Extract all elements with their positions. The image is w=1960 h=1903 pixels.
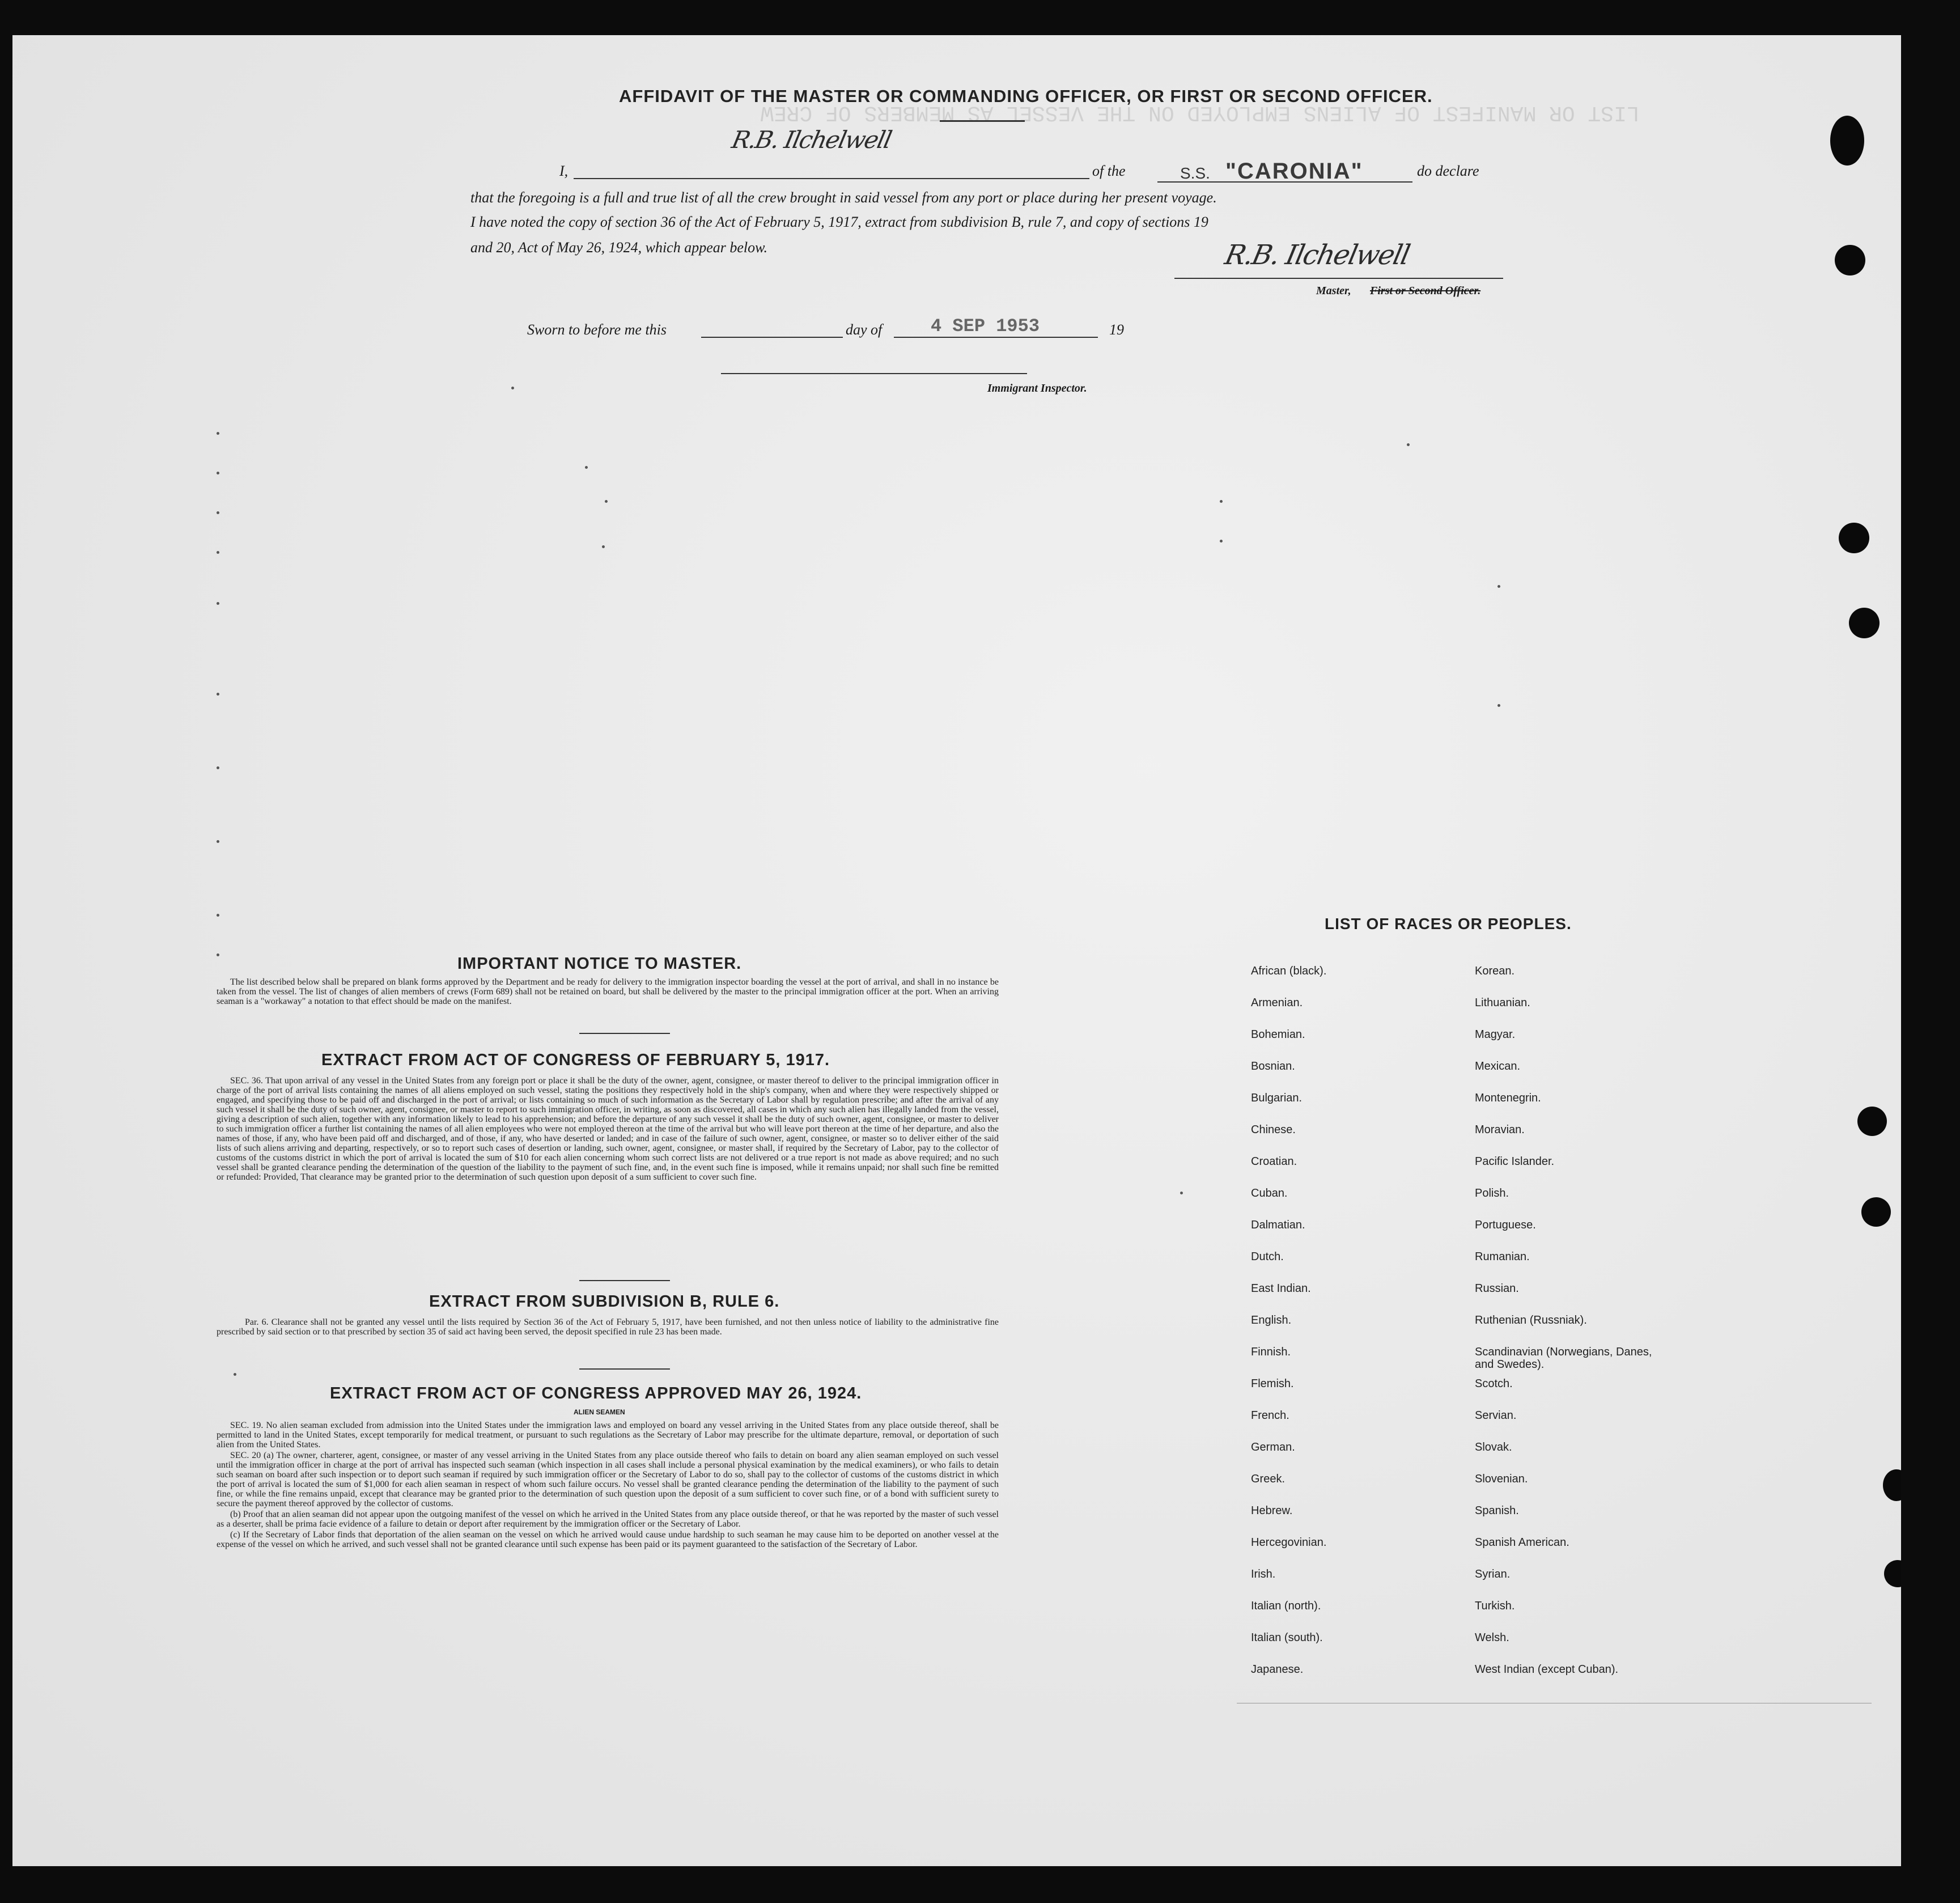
race-left-item: English. <box>1251 1314 1292 1326</box>
race-right-item: Moravian. <box>1475 1124 1525 1136</box>
master-signature-line <box>1174 278 1503 279</box>
notice-body <box>217 977 999 1007</box>
stray-mark <box>602 545 605 548</box>
affidavit-i-label: I, <box>559 163 569 179</box>
stray-mark <box>217 472 219 474</box>
race-left-item: Cuban. <box>1251 1187 1288 1200</box>
stray-mark <box>1407 443 1410 446</box>
vessel-prefix: S.S. <box>1180 164 1210 182</box>
race-right-item: Pacific Islander. <box>1475 1155 1555 1168</box>
race-right-item: Mexican. <box>1475 1060 1521 1073</box>
extract-1924-body <box>217 1421 999 1550</box>
notice-divider <box>579 1033 670 1034</box>
binder-hole <box>1839 523 1869 553</box>
race-right-item: Slovenian. <box>1475 1473 1528 1485</box>
affidavit-line-4: and 20, Act of May 26, 1924, which appear below. <box>470 239 768 256</box>
race-right-item: Scotch. <box>1475 1378 1513 1390</box>
subdivision-b-paragraph: Par. 6. Clearance shall not be granted any vessel until the lists required by Section 36 of the Act of February 5, 1917, have been furnished, and not then unless notice of liability to the administrative fine prescribed by said section or to that prescribed by section 35 of said act having been served, the deposit specified in rule 23 has been made. <box>217 1317 999 1337</box>
stray-mark <box>1497 585 1500 588</box>
race-left-item: Irish. <box>1251 1568 1276 1580</box>
race-left-item: German. <box>1251 1441 1295 1453</box>
stray-mark <box>1180 1192 1183 1194</box>
bleed-through-heading: LIST OR MANIFEST OF ALIENS EMPLOYED ON THE VESSEL AS MEMBERS OF CREW <box>761 100 1640 125</box>
race-left-item: Dutch. <box>1251 1251 1284 1263</box>
stray-mark <box>585 466 588 469</box>
race-left-item: Hercegovinian. <box>1251 1536 1327 1549</box>
stray-mark <box>217 432 219 435</box>
race-left-item: East Indian. <box>1251 1282 1311 1295</box>
binder-hole <box>1830 116 1864 166</box>
race-right-item: Polish. <box>1475 1187 1509 1200</box>
stray-mark <box>217 551 219 554</box>
extract-1924-sec-20c: (c) If the Secretary of Labor finds that deportation of the alien seaman on the vessel on which he arrived would cause undue hardship to such seaman he may cause him to be deported on another vessel at the expense of the vessel on which he arrived, and such vessel shall not be granted clearance until such expense has been paid or its payment guaranteed to the satisfaction of the Secretary of Labor. <box>217 1530 999 1549</box>
race-left-item: Japanese. <box>1251 1663 1304 1676</box>
race-left-item: Finnish. <box>1251 1346 1291 1358</box>
race-right-item: Magyar. <box>1475 1028 1516 1041</box>
extract-1917-title: EXTRACT FROM ACT OF CONGRESS OF FEBRUARY 5, 1917. <box>321 1051 830 1069</box>
name-line <box>574 178 1089 179</box>
stray-mark <box>217 914 219 917</box>
stray-mark <box>1220 540 1223 542</box>
extract-1924-title: EXTRACT FROM ACT OF CONGRESS APPROVED MAY 26, 1924. <box>330 1384 862 1402</box>
binder-hole <box>1861 1197 1891 1227</box>
stray-mark <box>234 1373 236 1376</box>
inspector-line <box>721 373 1027 374</box>
race-left-item: Bosnian. <box>1251 1060 1295 1073</box>
race-right-item: Spanish. <box>1475 1504 1519 1517</box>
race-right-item: Scandinavian (Norwegians, Danes, and Swedes). <box>1475 1346 1652 1371</box>
affidavit-line-3: I have noted the copy of section 36 of the Act of February 5, 1917, extract from subdivision B, rule 7, and copy of sections 19 <box>470 214 1208 230</box>
race-right-item: Slovak. <box>1475 1441 1512 1453</box>
race-left-item: Chinese. <box>1251 1124 1296 1136</box>
binder-hole <box>1849 608 1880 638</box>
notice-title: IMPORTANT NOTICE TO MASTER. <box>457 955 742 973</box>
races-title: LIST OF RACES OR PEOPLES. <box>1325 915 1572 933</box>
vessel-line <box>1157 181 1412 183</box>
binder-hole <box>1857 1107 1887 1136</box>
handwritten-signature-top: R.B. Ilchelwell <box>729 126 894 154</box>
of-the-label: of the <box>1092 163 1126 179</box>
binder-hole <box>1884 1560 1901 1587</box>
race-right-item: Servian. <box>1475 1409 1517 1422</box>
stray-mark <box>605 500 608 503</box>
extract-1917-body <box>217 1076 999 1183</box>
stray-mark <box>1497 704 1500 707</box>
officer-label-struck: First or Second Officer. <box>1370 285 1481 297</box>
document-page <box>12 35 1901 1866</box>
affidavit-line-2: that the foregoing is a full and true list of all the crew brought in said vessel from any port or place during her present voyage. <box>470 189 1217 206</box>
stray-mark <box>217 766 219 769</box>
race-left-item: French. <box>1251 1409 1289 1422</box>
binder-hole <box>1883 1469 1901 1501</box>
race-left-item: Armenian. <box>1251 997 1303 1009</box>
race-left-item: Dalmatian. <box>1251 1219 1305 1231</box>
stray-mark <box>217 840 219 843</box>
sworn-day-line <box>701 337 843 338</box>
race-left-item: Hebrew. <box>1251 1504 1293 1517</box>
race-left-item: Croatian. <box>1251 1155 1297 1168</box>
race-left-item: African (black). <box>1251 965 1327 977</box>
race-left-item: Italian (north). <box>1251 1600 1321 1612</box>
race-right-item: Rumanian. <box>1475 1251 1530 1263</box>
extract-1924-sec-20b: (b) Proof that an alien seaman did not appear upon the outgoing manifest of the vessel on which he arrived in the United States from any place outside thereof, or that he was reported by the master of such vessel as a deserter, shall be prima facie evidence of a failure to detain or deport after requirement by the immigration officer or the Secretary of Labor. <box>217 1510 999 1529</box>
stray-mark <box>217 953 219 956</box>
sworn-label: Sworn to before me this <box>527 321 667 338</box>
race-left-item: Italian (south). <box>1251 1631 1323 1644</box>
race-right-item: Portuguese. <box>1475 1219 1536 1231</box>
stray-mark <box>217 693 219 696</box>
extract-1917-paragraph: SEC. 36. That upon arrival of any vessel in the United States from any foreign port or place it shall be the duty of the owner, agent, consignee, or master thereof to deliver to the principal immigration officer in charge of the port of arrival lists containing the names of all aliens employed on such vessel, stating the positions they respectively hold in the ship's company, when and where they were respectively shipped or engaged, and specifying those to be paid off and discharged in the port of arrival; or lists containing so much of such information as the Secretary of Labor shall by regulation prescribe; and after the arrival of any such vessel it shall be the duty of such owner, agent, consignee, or master to report to such immigration officer, in writing, as soon as discovered, all cases in which any such alien has illegally landed from the vessel, giving a description of such alien, together with any information likely to lead to his apprehension; and before the departure of any such vessel it shall be the duty of such owner, agent, consignee, or master to deliver to such immigration officer a further list containing the names of all alien employees who were not employed thereon at the time of the arrival but who will leave port thereon at the time of her departure, and also the names of those, if any, who have been paid off and discharged, and of those, if any, who have deserted or landed; and in case of the failure of such owner, agent, consignee, or master so to deliver either of the said lists of such aliens arriving and departing, respectively, or so to report such cases of desertion or landing, such owner, agent, consignee, or master shall, if required by the Secretary of Labor, pay to the collector of customs of the customs district in which the port of arrival is located the sum of $10 for each alien concerning whom such correct lists are not delivered or a true report is not made as above required; and no such vessel shall be granted clearance pending the determination of the question of the liability to the payment of such fine, and, in the event such fine is imposed, while it remains unpaid; nor shall such fine be remitted or refunded: Provided, That clearance may be granted prior to the determination of such question upon deposit of a sum sufficient to cover such fine. <box>217 1076 999 1182</box>
subdivision-b-title: EXTRACT FROM SUBDIVISION B, RULE 6. <box>429 1292 780 1311</box>
extract-1924-sec-20a: SEC. 20 (a) The owner, charterer, agent, consignee, or master of any vessel arriving in the United States from any place outside thereof who fails to detain on board any alien seaman employed on such vessel until the immigration officer in charge at the port of arrival has inspected such seaman (which inspection in all cases shall include a personal physical examination by the medical examiners), or who fails to detain such seaman on board after such inspection or to deport such seaman if required by such immigration officer or the Secretary of Labor to do so, shall pay to the collector of customs of the customs district in which the port of arrival is located the sum of $1,000 for each alien seaman in respect of whom such failure occurs. No vessel shall be granted clearance pending the determination of the liability to the payment of such fine, or while the fine remains unpaid, except that clearance may be granted prior to the determination of such question upon the deposit of a sum sufficient to cover such fine, or of a bond with sufficient surety to secure the payment thereof approved by the collector of customs. <box>217 1451 999 1508</box>
date-stamp: 4 SEP 1953 <box>931 316 1040 337</box>
year-suffix: 19 <box>1109 321 1124 338</box>
binder-hole <box>1835 245 1865 276</box>
affidavit-title: AFFIDAVIT OF THE MASTER OR COMMANDING OFFICER, OR FIRST OR SECOND OFFICER. <box>619 86 1433 106</box>
notice-paragraph: The list described below shall be prepared on blank forms approved by the Department and be ready for delivery to the immigration inspector boarding the vessel at the port of arrival, and shall in no instance be taken from the vessel. The list of changes of alien members of crews (Form 689) shall not be retained on board, but shall be delivered by the master to the principal immigration officer at the port. When an arriving seaman is a "workaway" a notation to that effect should be made on the manifest. <box>217 977 999 1006</box>
race-left-item: Bohemian. <box>1251 1028 1305 1041</box>
alien-seamen-subheading: ALIEN SEAMEN <box>574 1408 625 1416</box>
race-right-item: West Indian (except Cuban). <box>1475 1663 1619 1676</box>
day-of-label: day of <box>846 321 883 338</box>
race-right-item: Russian. <box>1475 1282 1519 1295</box>
race-right-item: Montenegrin. <box>1475 1092 1541 1104</box>
master-label: Master, <box>1316 285 1351 297</box>
stray-mark <box>511 387 514 389</box>
vessel-name-stamp: "CARONIA" <box>1225 159 1363 184</box>
race-right-item: Spanish American. <box>1475 1536 1569 1549</box>
do-declare-label: do declare <box>1417 163 1479 179</box>
race-right-item: Welsh. <box>1475 1631 1509 1644</box>
race-right-item: Lithuanian. <box>1475 997 1530 1009</box>
sworn-month-line <box>894 337 1098 338</box>
stray-mark <box>217 511 219 514</box>
extract-1924-sec-19: SEC. 19. No alien seaman excluded from admission into the United States under the immigration laws and employed on board any vessel arriving in the United States from any place outside thereof, shall be permitted to land in the United States, except temporarily for medical treatment, or pursuant to such regulations as the Secretary of Labor may prescribe for the ultimate departure, removal, or deportation of such alien from the United States. <box>217 1421 999 1449</box>
title-underline <box>940 120 1025 122</box>
race-right-item: Ruthenian (Russniak). <box>1475 1314 1587 1326</box>
extract-1917-divider <box>579 1280 670 1281</box>
race-left-item: Flemish. <box>1251 1378 1294 1390</box>
stray-mark <box>1220 500 1223 503</box>
subdivision-b-divider <box>579 1368 670 1370</box>
race-left-item: Bulgarian. <box>1251 1092 1303 1104</box>
subdivision-b-body <box>217 1317 999 1338</box>
race-right-item: Turkish. <box>1475 1600 1515 1612</box>
inspector-label: Immigrant Inspector. <box>987 382 1087 395</box>
race-right-item: Korean. <box>1475 965 1515 977</box>
race-left-item: Greek. <box>1251 1473 1286 1485</box>
race-right-item: Syrian. <box>1475 1568 1511 1580</box>
master-signature: R.B. Ilchelwell <box>1222 239 1412 271</box>
stray-mark <box>217 602 219 605</box>
